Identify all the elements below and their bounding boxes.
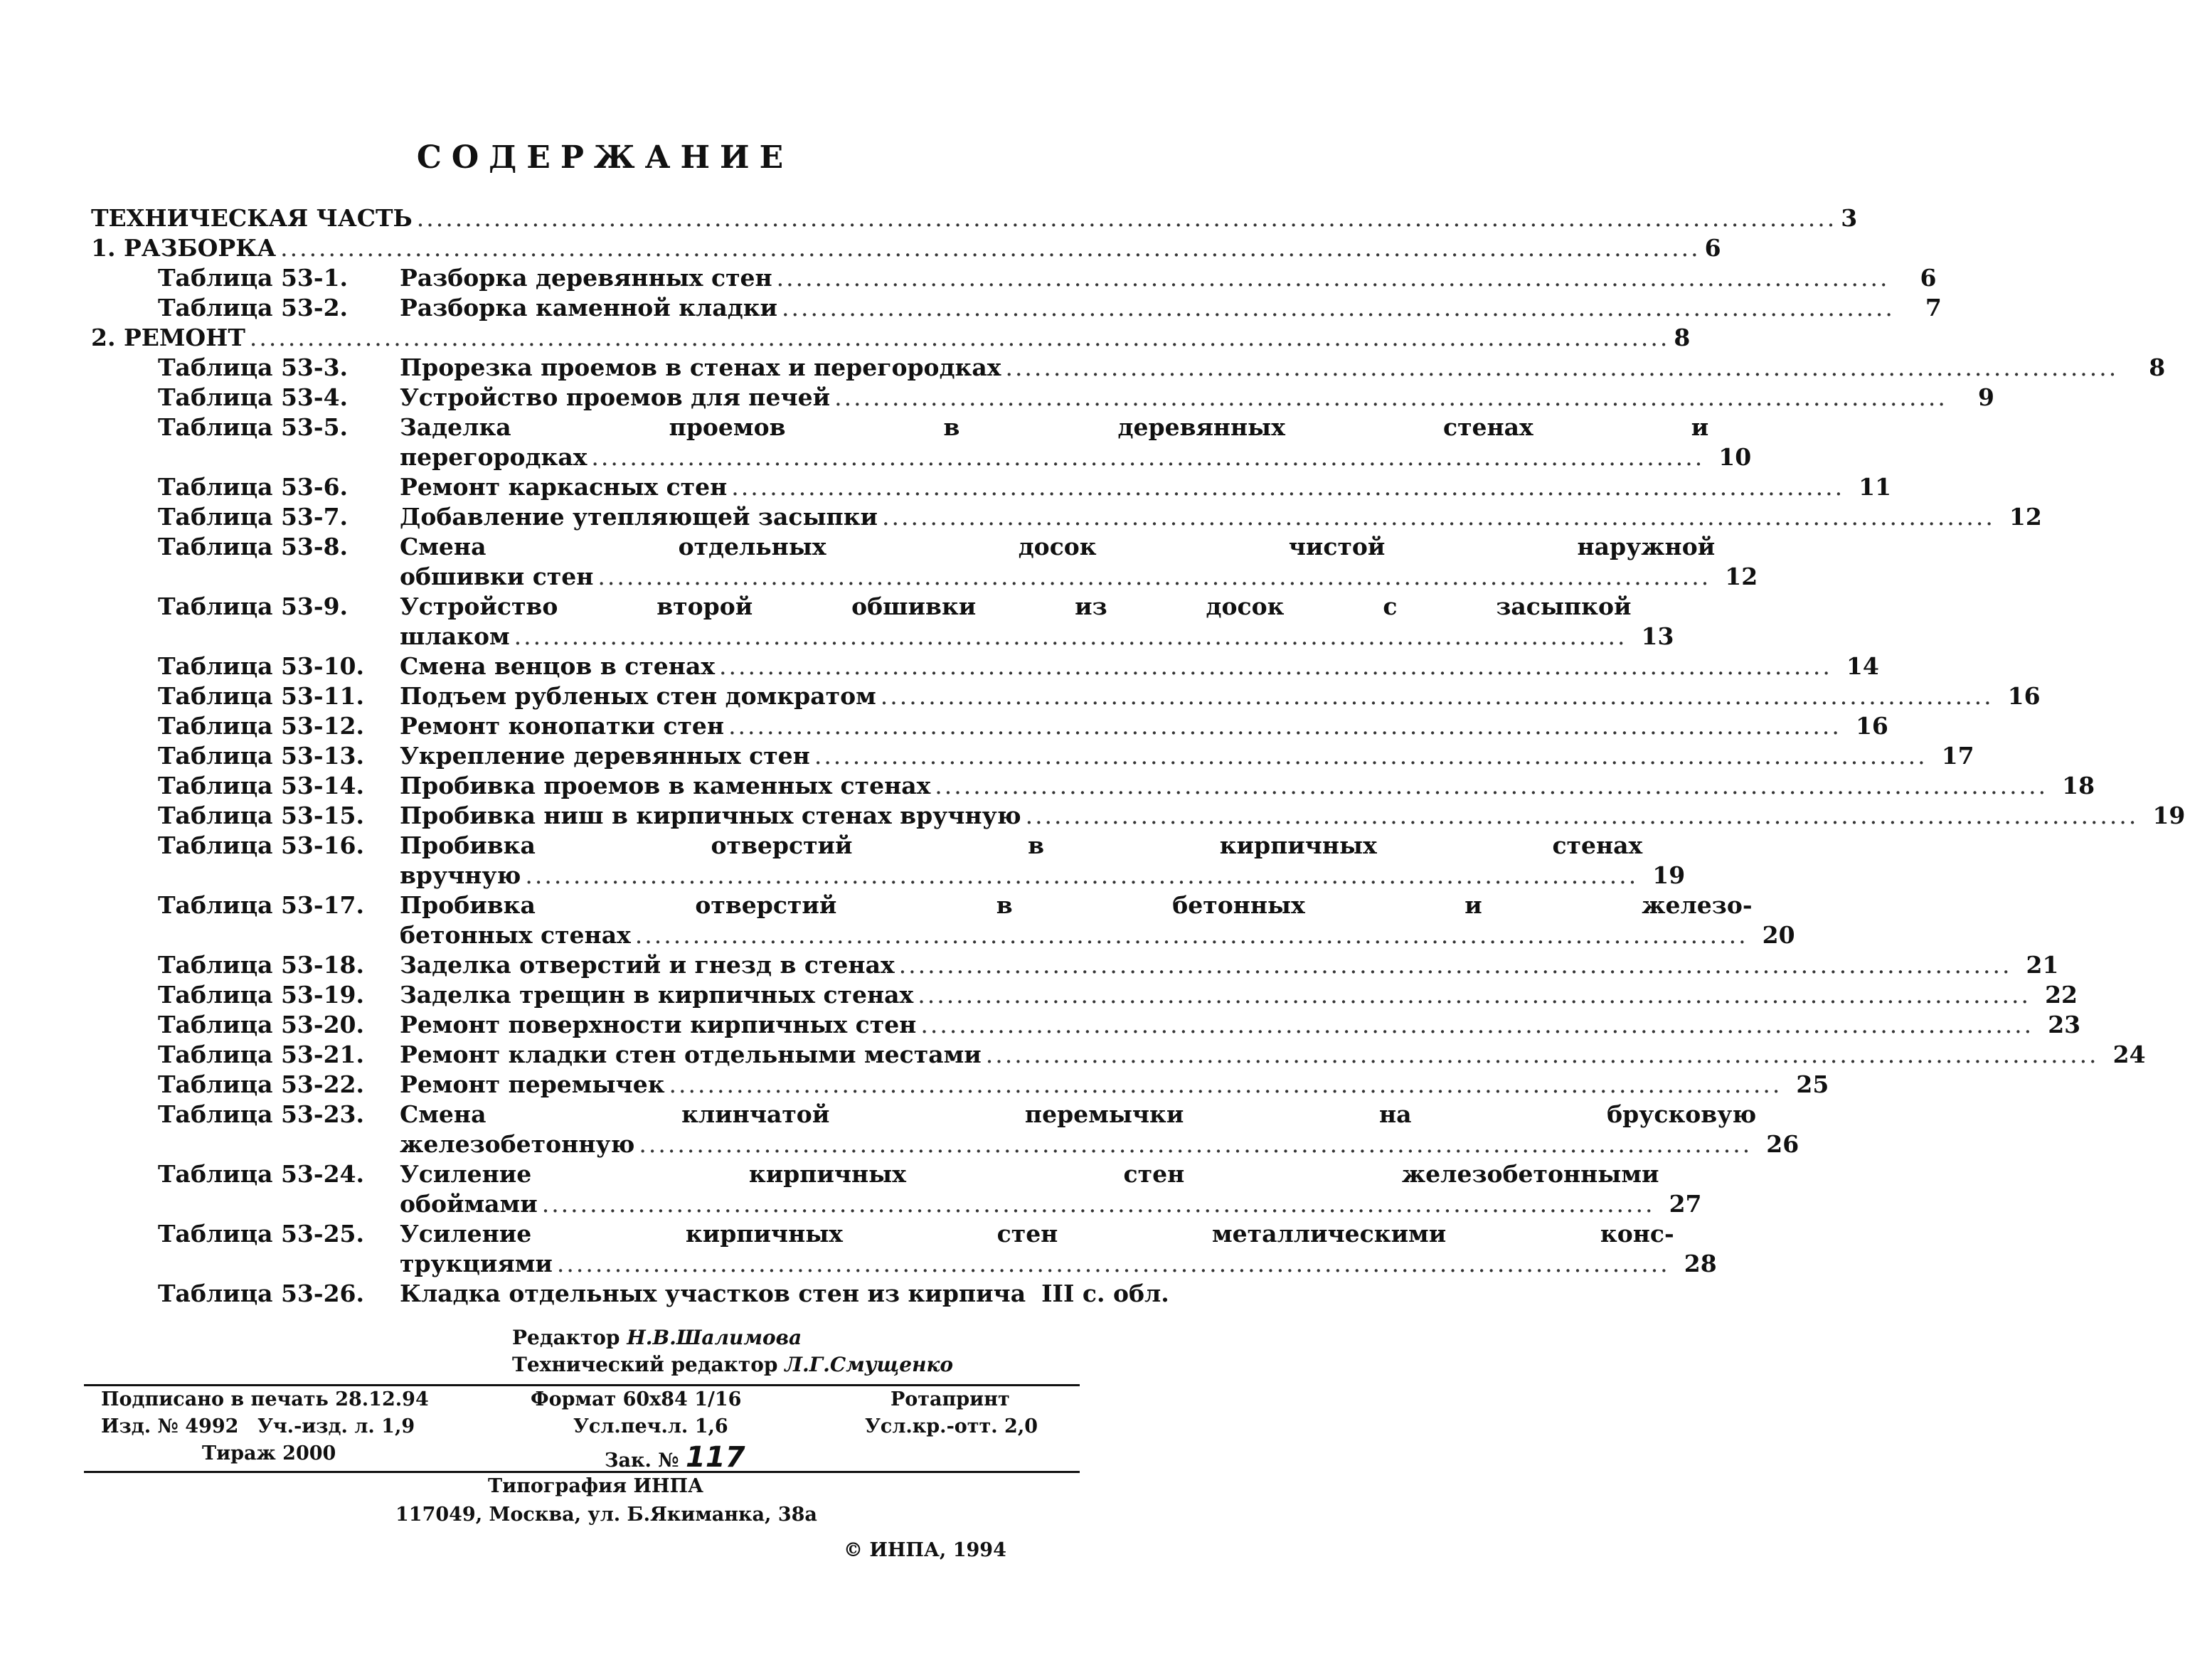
toc-entry: [91, 652, 1879, 681]
toc-entry-title: перегородках: [400, 443, 588, 471]
toc-page-number: 25: [1796, 1070, 1829, 1098]
toc-entry-body: [400, 532, 1758, 592]
imprint-usl-pech: Усл.печ.л. 1,6: [573, 1415, 728, 1437]
toc-leader-dots: ....................................................................................................................: [834, 383, 1947, 411]
toc-entry-title: Ремонт поверхности кирпичных стен: [400, 1011, 917, 1038]
imprint-usl-kr-ott: Усл.кр.-отт. 2,0: [865, 1415, 1038, 1437]
toc-entry-indent: [91, 1279, 158, 1309]
toc-table-number: Таблица 53-4.: [158, 383, 349, 411]
toc-entry-title: бетонных стенах: [400, 921, 631, 949]
toc-entry-line: [400, 1189, 1702, 1219]
toc-entry-line: [400, 1129, 1799, 1159]
toc-entry-body: [400, 980, 2078, 1010]
toc-section-label: 1. РАЗБОРКА: [91, 234, 277, 262]
toc-table-number: Таблица 53-1.: [158, 264, 349, 292]
toc-entry-line: [400, 652, 1879, 681]
toc-entry-title: Заделка проемов в деревянных стенах и: [400, 413, 1709, 441]
toc-table-number: Таблица 53-3.: [158, 353, 349, 381]
toc-leader-dots: ....................................................................................................................: [985, 1041, 2099, 1068]
toc-entry-line: [400, 831, 1685, 861]
toc-entry-body: [400, 681, 2041, 711]
tech-editor-line: [512, 1351, 953, 1378]
toc-entry-indent: [91, 472, 158, 502]
toc-leader-dots: ....................................................................................................................: [556, 1250, 1670, 1277]
toc-section-label: 2. РЕМОНТ: [91, 324, 245, 351]
toc-entry-title: Смена отдельных досок чистой наружной: [400, 533, 1716, 560]
toc-entries-part1: [91, 263, 1942, 323]
toc-entry: [91, 413, 1752, 472]
toc-entry: [91, 890, 1795, 950]
toc-page-number: 24: [2112, 1041, 2146, 1068]
toc-entry-body: [400, 1219, 1717, 1279]
toc-entry-body: [400, 263, 1936, 293]
imprint-uch-izd: Уч.-изд. л. 1,9: [257, 1415, 415, 1437]
toc-entry: [91, 801, 2185, 831]
toc-entry-indent: [91, 652, 158, 681]
toc-entry-line: [400, 711, 1888, 741]
toc-page-number: 8: [2149, 353, 2166, 381]
toc-entry-indent: [91, 801, 158, 831]
toc-leader-dots: ....................................................................................................................: [719, 652, 1832, 680]
toc-entry-body: [400, 652, 1879, 681]
toc-entry: [91, 1219, 1717, 1279]
toc-entry-indent: [91, 950, 158, 980]
toc-table-number: Таблица 53-24.: [158, 1160, 364, 1188]
toc-entry-body: [400, 890, 1795, 950]
toc-page-number: 22: [2045, 981, 2078, 1009]
toc-table-number: Таблица 53-26.: [158, 1280, 364, 1307]
toc-entry-line: [400, 562, 1758, 592]
toc-page-number: 7: [1925, 294, 1942, 321]
order-number-handwritten: 117: [686, 1441, 745, 1474]
toc-entry-body: [400, 711, 1888, 741]
toc-table-number: Таблица 53-19.: [158, 981, 364, 1009]
toc-entry: [91, 353, 2166, 383]
toc-leader-dots: ....................................................................................................................: [898, 951, 2012, 979]
toc-entry-body: [400, 293, 1942, 323]
toc-entry: [91, 293, 1942, 323]
toc-table-number: Таблица 53-5.: [158, 413, 349, 441]
toc-entry-line: [400, 890, 1795, 920]
toc-entry-line: [400, 861, 1685, 890]
toc-entry-line: [400, 801, 2185, 831]
toc-entry-title: Добавление утепляющей засыпки: [400, 503, 878, 531]
toc-leader-dots: ....................................................................................................................: [882, 503, 1995, 531]
toc-entry-title: Ремонт конопатки стен: [400, 712, 725, 740]
toc-entry-body: [400, 353, 2165, 383]
table-of-contents: [91, 203, 2185, 1309]
credits-block: [512, 1324, 953, 1378]
toc-table-number: Таблица 53-7.: [158, 503, 349, 531]
toc-entry-title: Усиление кирпичных стен железобетонными: [400, 1160, 1659, 1188]
toc-page-number: 26: [1766, 1130, 1799, 1158]
toc-entry-body: [400, 831, 1685, 890]
toc-entry-line: [400, 442, 1751, 472]
toc-page-number: 12: [1725, 563, 1758, 590]
toc-entry-line: [400, 1070, 1829, 1100]
toc-entry: [91, 383, 1994, 413]
toc-entry-body: [400, 741, 1974, 771]
toc-entry-body: [400, 1159, 1702, 1219]
toc-entry-title: Заделка отверстий и гнезд в стенах: [400, 951, 895, 979]
toc-entry-title: Ремонт кладки стен отдельными местами: [400, 1041, 982, 1068]
toc-entry-body: [400, 1010, 2080, 1040]
toc-table-number: Таблица 53-16.: [158, 831, 364, 859]
toc-leader-dots: ....................................................................................................................: [634, 921, 1748, 949]
toc-entry-body: [400, 472, 1891, 502]
toc-table-number: Таблица 53-8.: [158, 533, 349, 560]
toc-entry-body: [400, 413, 1751, 472]
toc-entry-title: шлаком: [400, 622, 510, 650]
toc-entry-title: Заделка трещин в кирпичных стенах: [400, 981, 914, 1009]
toc-entry: [91, 502, 2042, 532]
toc-entry-title: Ремонт перемычек: [400, 1070, 665, 1098]
toc-entry-line: [400, 1219, 1717, 1249]
order-label: Зак. №: [605, 1450, 679, 1472]
toc-entry-title: вручную: [400, 861, 521, 889]
toc-leader-dots: ....................................................................................................................: [920, 1011, 2034, 1038]
imprint-printer: Типография ИНПА: [488, 1475, 704, 1497]
toc-entry-line: [400, 771, 2095, 801]
imprint-address: 117049, Москва, ул. Б.Якиманка, 38а: [395, 1504, 817, 1526]
toc-entry-line: [400, 1100, 1799, 1129]
toc-page-number: 19: [2152, 802, 2185, 829]
toc-entry-indent: [91, 263, 158, 293]
toc-entry: [91, 741, 1974, 771]
toc-leader-dots: ....................................................................................................................: [814, 742, 1928, 770]
toc-entry-body: [400, 771, 2095, 801]
toc-entry-body: [400, 950, 2058, 980]
toc-leader-dots: ....................................................................................................................: [782, 294, 1895, 321]
toc-entry-line: [400, 502, 2042, 532]
toc-page-number: III с. обл.: [1041, 1280, 1169, 1307]
toc-leader-dots: ....................................................................................................................: [1025, 802, 2139, 829]
toc-entry-indent: [91, 502, 158, 532]
editor-name: Н.В.Шалимова: [627, 1326, 802, 1349]
toc-entry-indent: [91, 890, 158, 950]
toc-entry: [91, 980, 2078, 1010]
imprint-copyright: © ИНПА, 1994: [844, 1539, 1006, 1561]
toc-leader-dots: ....................................................................................................................: [776, 264, 1890, 292]
toc-entry-title: Пробивка отверстий в бетонных и железо-: [400, 891, 1753, 919]
toc-entry-title: Разборка деревянных стен: [400, 264, 772, 292]
toc-page-number: 17: [1941, 742, 1974, 770]
toc-entry-indent: [91, 592, 158, 652]
toc-table-number: Таблица 53-25.: [158, 1220, 364, 1248]
toc-entry-line: [400, 681, 2041, 711]
toc-table-number: Таблица 53-17.: [158, 891, 364, 919]
toc-entry-title: Пробивка отверстий в кирпичных стенах: [400, 831, 1643, 859]
toc-entry: [91, 681, 2041, 711]
toc-entry-indent: [91, 1100, 158, 1159]
toc-entry-body: [400, 801, 2185, 831]
toc-entry-body: [400, 1040, 2146, 1070]
toc-entry-title: железобетонную: [400, 1130, 635, 1158]
divider-top: [84, 1384, 1080, 1386]
toc-table-number: Таблица 53-14.: [158, 772, 364, 799]
toc-entry: [91, 1279, 1169, 1309]
toc-leader-dots: ....................................................................................................................................................: [416, 204, 1837, 232]
toc-entry: [91, 532, 1758, 592]
toc-page-number: 3: [1841, 204, 1858, 232]
toc-table-number: Таблица 53-10.: [158, 652, 364, 680]
imprint-edition-no: Изд. № 4992: [101, 1415, 239, 1437]
toc-page-number: 8: [1674, 324, 1691, 351]
toc-table-number: Таблица 53-22.: [158, 1070, 364, 1098]
toc-entry-body: [400, 1100, 1799, 1159]
toc-leader-dots: ....................................................................................................................: [541, 1190, 1655, 1218]
toc-entry-title: Устройство второй обшивки из досок с засыпкой: [400, 592, 1632, 620]
toc-page-number: 6: [1920, 264, 1937, 292]
toc-entry-line: [400, 741, 1974, 771]
toc-entry: [91, 1010, 2081, 1040]
toc-entry-line: [400, 1159, 1702, 1189]
imprint-format: Формат 60х84 1/16: [531, 1388, 742, 1410]
toc-entry-line: [400, 472, 1891, 502]
toc-entry-indent: [91, 1219, 158, 1279]
toc-entry-indent: [91, 1070, 158, 1100]
toc-entry-body: [400, 592, 1674, 652]
toc-entry-title: обоймами: [400, 1190, 538, 1218]
toc-page-number: 11: [1859, 473, 1892, 501]
toc-entry: [91, 950, 2059, 980]
toc-leader-dots: ....................................................................................................................................................: [249, 324, 1670, 351]
toc-entry: [91, 831, 1686, 890]
toc-page-number: 16: [2007, 682, 2041, 710]
toc-table-number: Таблица 53-13.: [158, 742, 364, 770]
toc-entry-indent: [91, 741, 158, 771]
toc-page-number: 18: [2062, 772, 2095, 799]
toc-page-number: 23: [2048, 1011, 2081, 1038]
toc-entry-indent: [91, 413, 158, 472]
toc-leader-dots: ....................................................................................................................: [525, 861, 1639, 889]
toc-page-number: 20: [1762, 921, 1795, 949]
toc-entry-title: Ремонт каркасных стен: [400, 473, 728, 501]
toc-page-number: 19: [1652, 861, 1686, 889]
toc-page-number: 21: [2026, 951, 2059, 979]
toc-entry-body: [400, 1279, 1169, 1309]
imprint-order: [605, 1441, 745, 1474]
toc-entry-title: Смена клинчатой перемычки на брусковую: [400, 1100, 1757, 1128]
toc-entry-indent: [91, 980, 158, 1010]
toc-table-number: Таблица 53-2.: [158, 294, 349, 321]
toc-entry-line: [400, 592, 1674, 622]
toc-entry-title: Смена венцов в стенах: [400, 652, 716, 680]
toc-entry-title: Устройство проемов для печей: [400, 383, 831, 411]
toc-leader-dots: ....................................................................................................................: [514, 622, 1627, 650]
toc-entry-line: [400, 532, 1758, 562]
toc-entry-indent: [91, 353, 158, 383]
toc-entry: [91, 263, 1937, 293]
toc-table-number: Таблица 53-6.: [158, 473, 349, 501]
toc-leader-dots: ....................................................................................................................: [880, 682, 1994, 710]
toc-entry-title: трукциями: [400, 1250, 553, 1277]
toc-entry-indent: [91, 532, 158, 592]
toc-entry: [91, 771, 2095, 801]
editor-label: Редактор: [512, 1326, 620, 1349]
toc-entry-line: [400, 1040, 2146, 1070]
toc-entry: [91, 592, 1674, 652]
toc-table-number: Таблица 53-23.: [158, 1100, 364, 1128]
toc-section: [91, 233, 1721, 263]
toc-leader-dots: ....................................................................................................................: [597, 563, 1711, 590]
toc-page-number: 10: [1718, 443, 1752, 471]
imprint-signed: Подписано в печать 28.12.94: [101, 1388, 429, 1410]
toc-entry-title: Усиление кирпичных стен металлическими конс-: [400, 1220, 1674, 1248]
toc-entry-title: обшивки стен: [400, 563, 594, 590]
toc-leader-dots: ....................................................................................................................: [1005, 353, 2119, 381]
toc-entry-line: [400, 383, 1994, 413]
toc-entry-body: [400, 502, 2042, 532]
tech-editor-label: Технический редактор: [512, 1353, 778, 1376]
toc-page-number: 6: [1704, 234, 1721, 262]
toc-entry-indent: [91, 831, 158, 890]
toc-table-number: Таблица 53-15.: [158, 802, 364, 829]
toc-entry-line: [400, 1279, 1169, 1309]
toc-entry-line: [400, 622, 1674, 652]
toc-leader-dots: ....................................................................................................................: [918, 981, 2031, 1009]
toc-table-number: Таблица 53-11.: [158, 682, 364, 710]
toc-page-number: 13: [1641, 622, 1674, 650]
toc-entry-indent: [91, 1040, 158, 1070]
toc-entry-indent: [91, 1010, 158, 1040]
toc-leader-dots: ....................................................................................................................: [935, 772, 2048, 799]
toc-leader-dots: ....................................................................................................................: [669, 1070, 1782, 1098]
editor-line: [512, 1324, 953, 1351]
toc-page-number: 12: [2009, 503, 2042, 531]
toc-table-number: Таблица 53-20.: [158, 1011, 364, 1038]
toc-table-number: Таблица 53-18.: [158, 951, 364, 979]
toc-entry: [91, 1070, 1829, 1100]
divider-bottom: [84, 1471, 1080, 1473]
toc-entries-part2: [91, 353, 2185, 1309]
toc-entry-line: [400, 263, 1936, 293]
toc-leader-dots: ....................................................................................................................: [731, 473, 1845, 501]
toc-entry-body: [400, 383, 1994, 413]
toc-entry-indent: [91, 1159, 158, 1219]
toc-entry-title: Разборка каменной кладки: [400, 294, 777, 321]
toc-entry-line: [400, 920, 1795, 950]
toc-entry-line: [400, 353, 2165, 383]
toc-page-number: 14: [1846, 652, 1879, 680]
toc-section: [91, 323, 1691, 353]
toc-entry-body: [400, 1070, 1829, 1100]
imprint-print-method: Ротапринт: [891, 1388, 1010, 1410]
toc-entry-line: [400, 1249, 1717, 1279]
toc-entry: [91, 1100, 1799, 1159]
toc-page-number: 27: [1669, 1190, 1702, 1218]
toc-entry: [91, 711, 1888, 741]
toc-entry: [91, 1040, 2146, 1070]
toc-table-number: Таблица 53-12.: [158, 712, 364, 740]
toc-leader-dots: ....................................................................................................................................................: [280, 234, 1701, 262]
toc-entry-title: Пробивка проемов в каменных стенах: [400, 772, 931, 799]
toc-entry-indent: [91, 383, 158, 413]
toc-entry-title: Прорезка проемов в стенах и перегородках: [400, 353, 1001, 381]
toc-entry-line: [400, 980, 2078, 1010]
page-title: СОДЕРЖАНИЕ: [416, 139, 794, 176]
toc-table-number: Таблица 53-21.: [158, 1041, 364, 1068]
toc-entry: [91, 1159, 1702, 1219]
toc-entry: [91, 472, 1892, 502]
toc-entry-title: Пробивка ниш в кирпичных стенах вручную: [400, 802, 1021, 829]
tech-editor-name: Л.Г.Смущенко: [785, 1353, 954, 1376]
toc-entry-indent: [91, 711, 158, 741]
toc-entry-title: Кладка отдельных участков стен из кирпича: [400, 1280, 1026, 1307]
toc-leader-dots: ....................................................................................................................: [639, 1130, 1753, 1158]
toc-page-number: 16: [1855, 712, 1888, 740]
toc-leader-dots: ....................................................................................................................: [728, 712, 1841, 740]
imprint-tirazh: Тираж 2000: [202, 1442, 336, 1464]
toc-page-number: 28: [1684, 1250, 1717, 1277]
toc-entry-title: Подъем рубленых стен домкратом: [400, 682, 876, 710]
toc-entry-indent: [91, 293, 158, 323]
toc-page-number: 9: [1977, 383, 1994, 411]
toc-entry-line: [400, 293, 1942, 323]
toc-entry-line: [400, 1010, 2080, 1040]
toc-table-number: Таблица 53-9.: [158, 592, 349, 620]
toc-leader-dots: ....................................................................................................................: [591, 443, 1705, 471]
toc-section-label: ТЕХНИЧЕСКАЯ ЧАСТЬ: [91, 204, 413, 232]
toc-entry-indent: [91, 771, 158, 801]
toc-entry-indent: [91, 681, 158, 711]
toc-entry-title: Укрепление деревянных стен: [400, 742, 810, 770]
toc-entry-line: [400, 950, 2058, 980]
toc-entry-line: [400, 413, 1751, 442]
toc-section: [91, 203, 1858, 233]
